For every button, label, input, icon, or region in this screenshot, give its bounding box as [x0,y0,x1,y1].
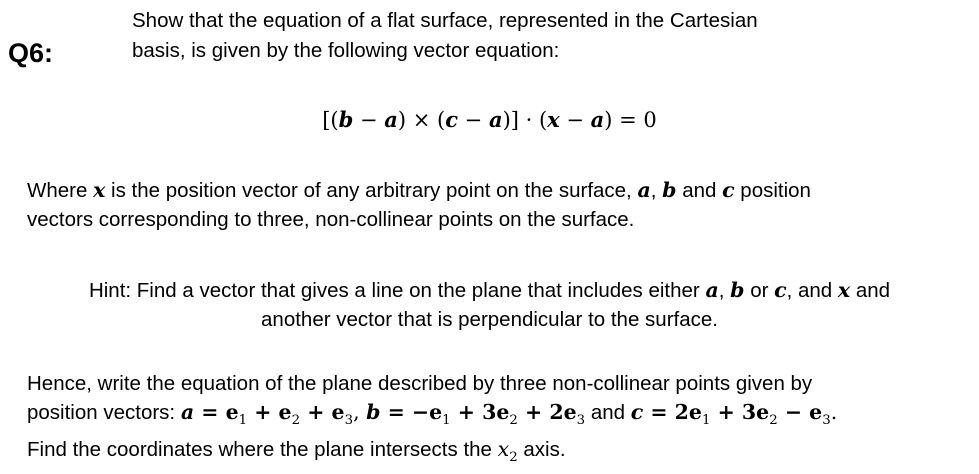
symbol-a: a [705,278,719,302]
eq-minus: − [559,108,591,132]
eq-vector-b: b [338,107,354,132]
symbol-a: a [637,178,651,202]
eq-cross: ) × ( [397,108,446,132]
subscript: 3 [822,413,831,429]
separator: , [353,400,367,424]
subscript: 1 [442,413,451,429]
intro-text [132,6,758,66]
hint-line-2: another vector that is perpendicular to the surface. [261,308,718,331]
vector-a-expression: + e [247,400,292,424]
where-paragraph [27,176,811,234]
subscript: 2 [769,413,778,429]
vector-b-expression: + 3e [450,400,510,424]
subscript: 1 [701,413,711,429]
eq-minus: − [458,108,489,132]
vector-a-expression: = e [194,400,239,424]
hence-text: Find the coordinates where the plane intersects the [27,438,498,462]
where-text: Where [27,179,94,202]
subscript: 3 [344,413,354,429]
intro-line-1: Show that the equation of a flat surface, represented in the Cartesian [132,9,758,32]
period: . [830,400,838,424]
eq-vector-c: c [445,107,458,132]
vector-c-expression: + 3e [710,400,770,424]
where-text: is the position vector of any arbitrary point on the surface, [105,179,638,202]
hence-line-1: Hence, write the equation of the plane described by three non-collinear points given by [27,372,813,395]
subscript: 2 [509,450,518,466]
symbol-x: x [837,278,851,302]
symbol-b: b [662,178,677,202]
eq-vector-a: a [590,107,605,132]
eq-minus: − [353,108,385,132]
vector-c-expression: = 2e [643,400,702,424]
eq-vector-a: a [488,107,503,132]
where-line-1 [27,176,811,205]
eq-dot: )] · ( [502,108,548,132]
vector-b-expression: + 2e [517,400,577,424]
and-text: and [585,401,631,424]
subscript: 2 [291,413,301,429]
eq-vector-a: a [384,107,398,132]
where-line-2: vectors corresponding to three, non-collinear points on the surface. [27,208,635,231]
eq-vector-x: x [547,107,560,132]
hint-text: , [718,279,731,302]
hint-text: or [744,279,775,302]
symbol-x: x [93,178,106,202]
symbol-x2: x [497,437,510,462]
subscript: 2 [509,413,518,429]
symbol-b: b [730,278,745,302]
subscript: 1 [238,413,248,429]
symbol-a: a [180,400,195,424]
question-label: Q6: [8,38,54,68]
vector-a-expression: + e [300,400,345,424]
hence-paragraph [27,369,837,472]
where-text: and [676,179,723,202]
hint-text: , and [786,279,838,302]
hint-text: Hint: Find a vector that gives a line on the plane that includes either [88,279,706,302]
hint-text: and [850,279,891,302]
symbol-b: b [366,400,381,424]
symbol-c: c [722,178,735,202]
eq-bracket: [( [322,108,339,132]
vector-equation [0,107,979,132]
hint-line-1 [0,276,979,305]
symbol-c: c [774,278,787,302]
vector-b-expression: = −e [380,400,443,424]
subscript: 3 [576,413,586,429]
vector-c-expression: − e [777,400,823,424]
hence-line-3 [27,435,837,472]
where-text: , [650,179,663,202]
symbol-c: c [630,400,644,424]
where-text: position [734,179,811,202]
hence-line-2 [27,398,837,435]
intro-line-2: basis, is given by the following vector equation: [132,39,560,62]
position-vectors-label: position vectors: [27,401,181,424]
hint-paragraph [0,276,979,334]
eq-equals-zero: ) = 0 [604,108,657,132]
hence-text: axis. [517,438,566,462]
